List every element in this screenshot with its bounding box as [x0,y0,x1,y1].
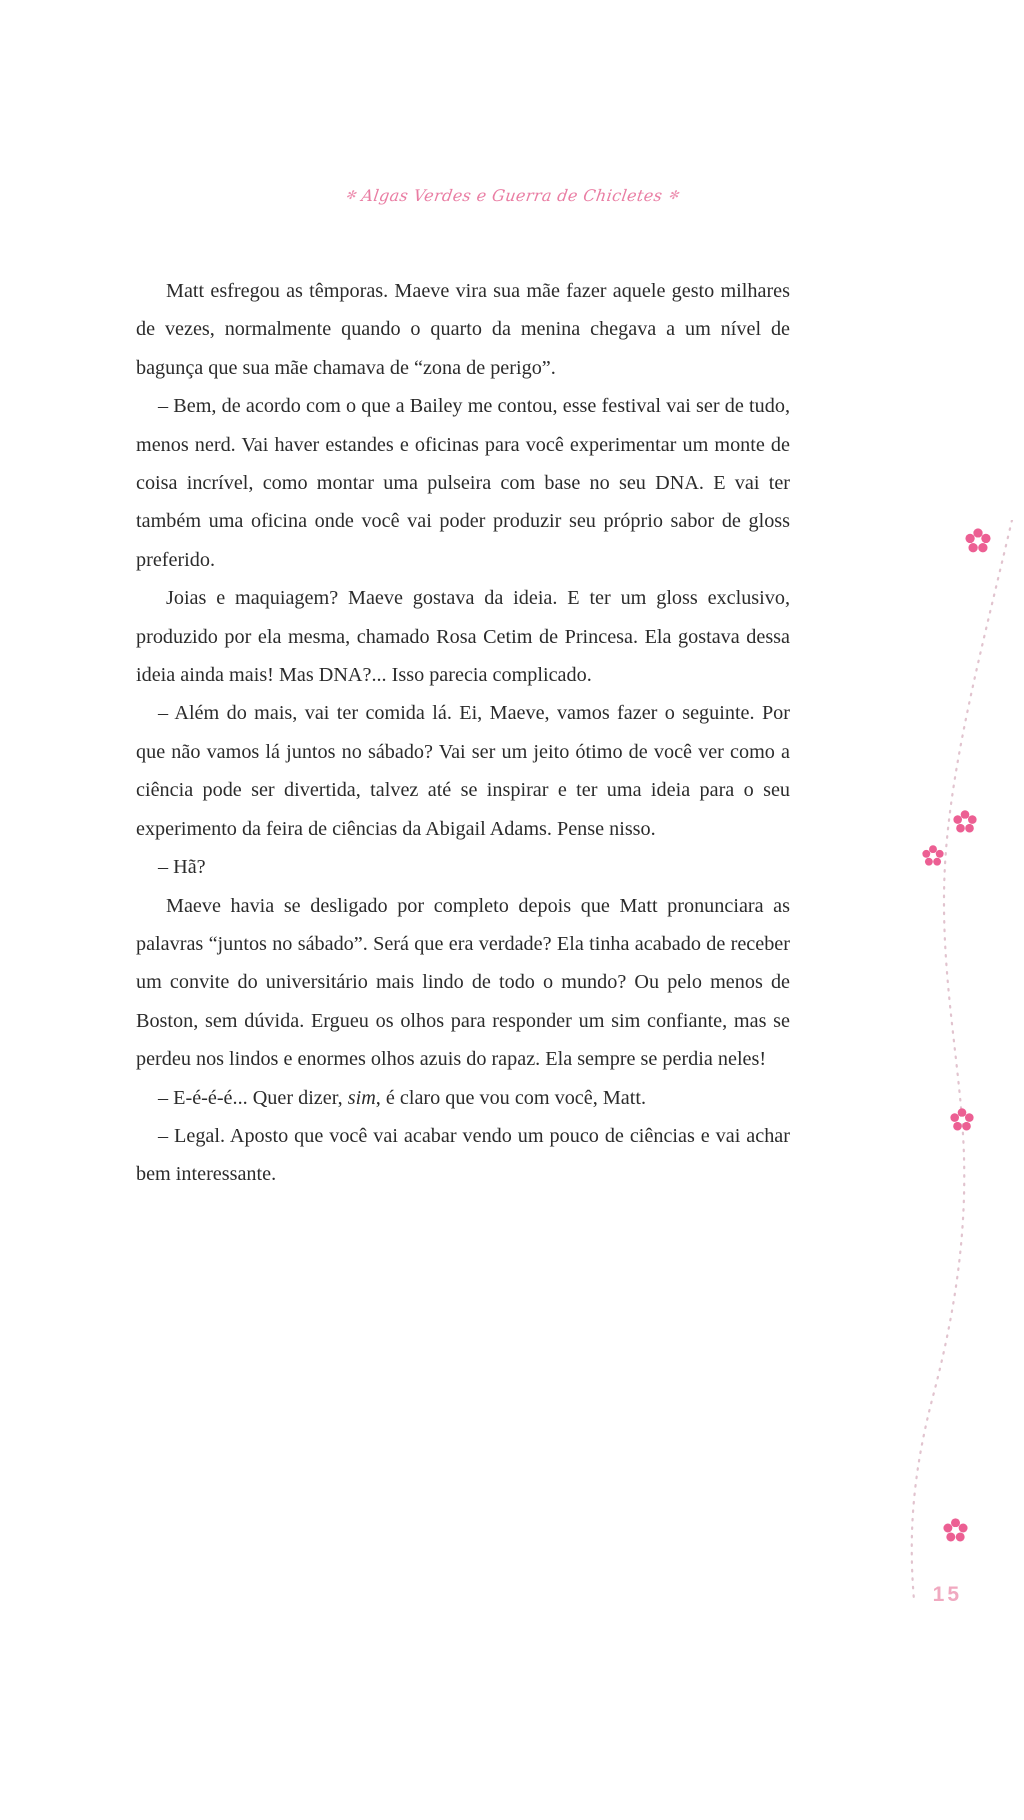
running-head [0,186,1024,205]
paragraph [136,1079,790,1117]
paragraph-text-after: , é claro que vou com você, Matt. [375,1086,646,1109]
flower-icon [965,528,991,554]
flower-icon [953,810,977,834]
paragraph: Maeve havia se desligado por completo depois que Matt pronunciara as palavras “juntos no sábado”. Será que era verdade? Ela tinha acabado de receber um convite do universitário mais lindo de todo o mundo? Ou pelo menos de Boston, sem dúvida. Ergueu os olhos para responder um sim confiante, mas se perdeu nos lindos e enormes olhos azuis do rapaz. Ela sempre se perdia neles! [136,894,790,1071]
vine-decoration [884,520,1024,1600]
paragraph: – Bem, de acordo com o que a Bailey me contou, esse festival vai ser de tudo, menos nerd. Vai haver estandes e oficinas para você experimentar um monte de coisa incrível, como montar uma pulseira com base no seu DNA. E vai ter também uma oficina onde você vai poder produzir seu próprio sabor de gloss preferido. [136,395,790,571]
paragraph: – Hã? [158,856,206,879]
paragraph-italic-word: sim [347,1086,376,1109]
running-head-title: Algas Verdes e Guerra de Chicletes [360,186,664,205]
flower-icon [950,1108,974,1132]
page-number: 15 [932,1583,962,1606]
body-text [136,272,790,1194]
paragraph: Joias e maquiagem? Maeve gostava da ideia. E ter um gloss exclusivo, produzido por ela mesma, chamado Rosa Cetim de Princesa. Ela gostava dessa ideia ainda mais! Mas DNA?... Isso parecia complicado. [136,587,790,687]
flower-icon [943,1518,968,1543]
flower-icon [922,845,944,867]
paragraph: – Legal. Aposto que você vai acabar vendo um pouco de ciências e vai achar bem interessante. [136,1124,790,1186]
ornament-left-icon: ✻ [344,188,357,202]
paragraph-text-before: – E-é-é-é... Quer dizer, [158,1086,348,1109]
ornament-right-icon: ✻ [667,188,680,202]
paragraph: Matt esfregou as têmporas. Maeve vira sua mãe fazer aquele gesto milhares de vezes, normalmente quando o quarto da menina chegava a um nível de bagunça que sua mãe chamava de “zona de perigo”. [136,280,790,379]
paragraph: – Além do mais, vai ter comida lá. Ei, Maeve, vamos fazer o seguinte. Por que não vamos lá juntos no sábado? Vai ser um jeito ótimo de você ver como a ciência pode ser divertida, talvez até se inspirar e ter uma ideia para o seu experimento da feira de ciências da Abigail Adams. Pense nisso. [136,702,790,840]
